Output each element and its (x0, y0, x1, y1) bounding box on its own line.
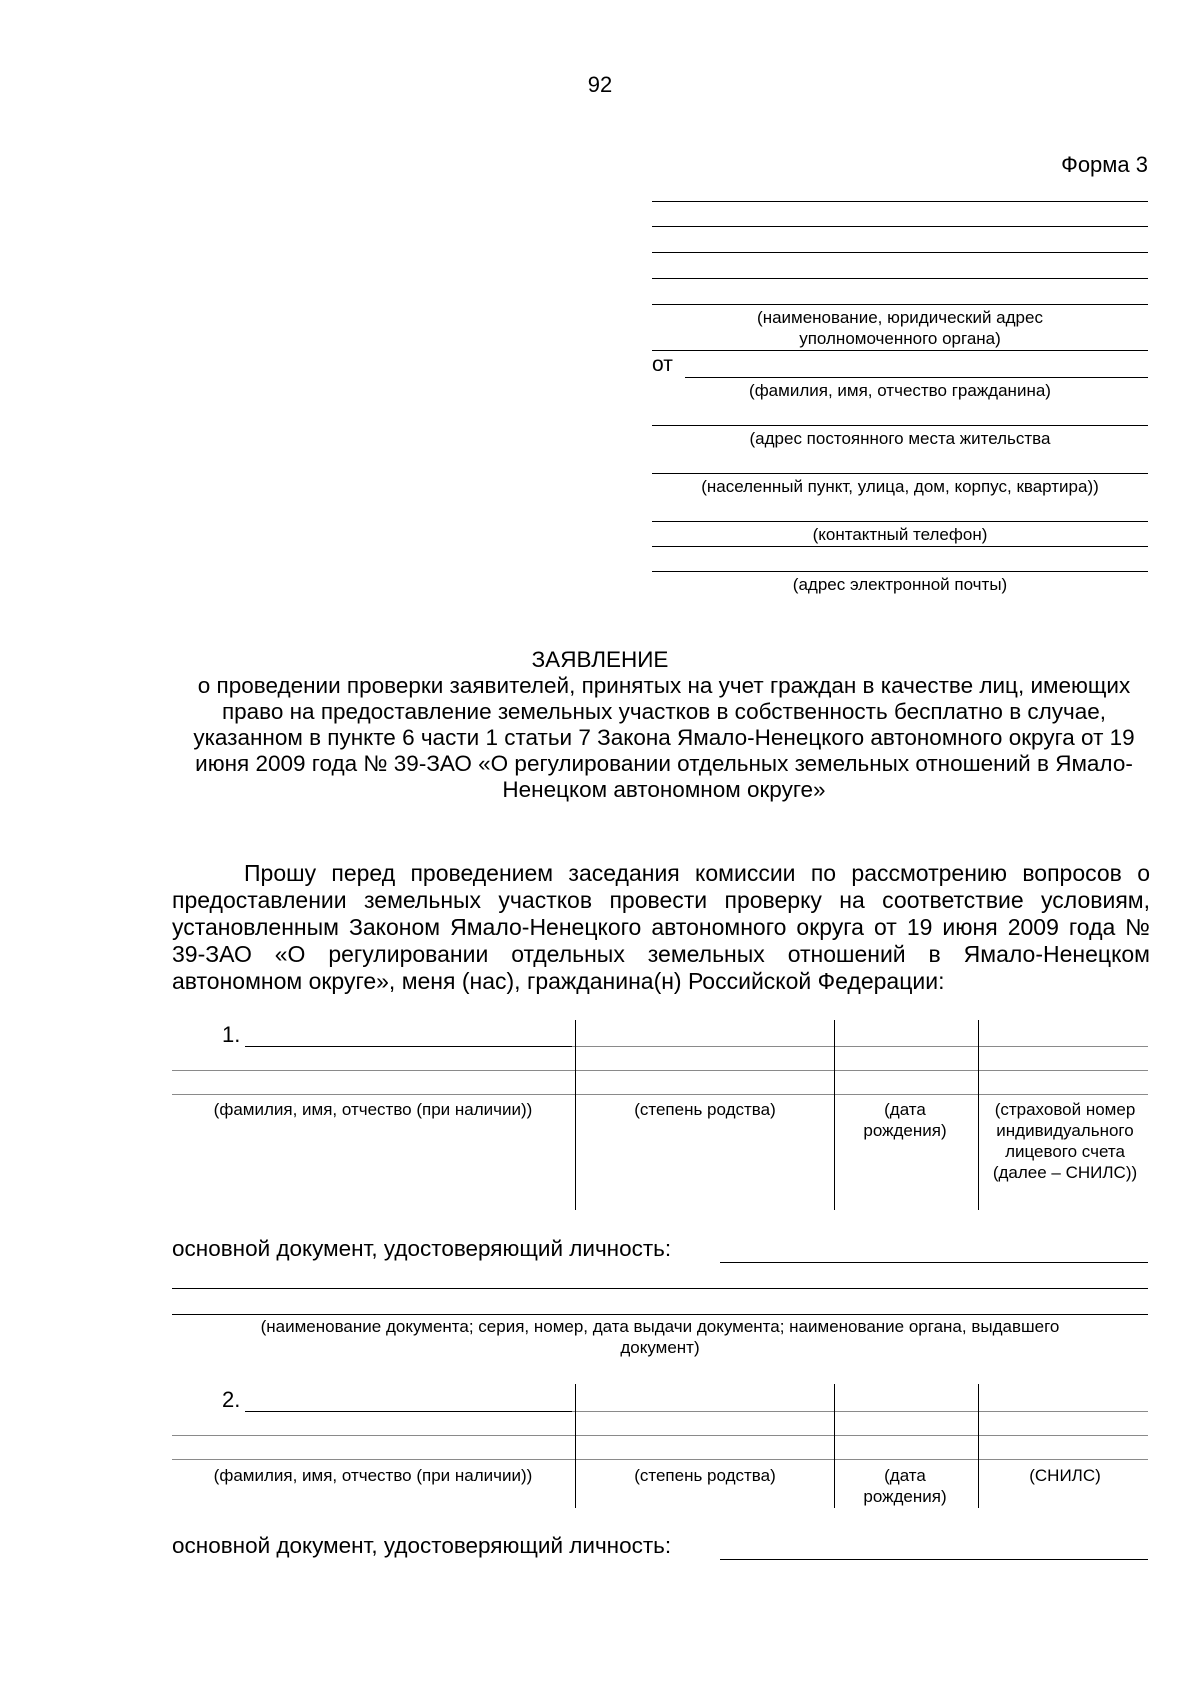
person-1-col-relation: (степень родства) (634, 1100, 776, 1119)
person-2-col-relation: (степень родства) (634, 1466, 776, 1485)
authority-line-3[interactable] (652, 252, 1148, 253)
page-number: 92 (587, 72, 613, 97)
address-detail-line[interactable] (652, 473, 1148, 474)
person-2-doc-label: основной документ, удостоверяющий личность: (172, 1533, 672, 1558)
authority-line-2[interactable] (652, 226, 1148, 227)
person-1-grid-line-1 (572, 1046, 1148, 1047)
person-1-col-name: (фамилия, имя, отчество (при наличии)) (213, 1100, 533, 1119)
person-1-grid-line-2 (172, 1070, 1148, 1071)
person-2-col-snils: (СНИЛС) (1029, 1466, 1101, 1485)
person-2-col-divider-2 (834, 1384, 835, 1508)
person-2-grid-line-1 (572, 1411, 1148, 1412)
authority-caption-line (652, 350, 1148, 351)
person-2-col-divider-3 (978, 1384, 979, 1508)
form-label: Форма 3 (1061, 152, 1148, 177)
name-caption: (фамилия, имя, отчество гражданина) (749, 381, 1051, 400)
person-1-doc-line-1[interactable] (720, 1262, 1148, 1263)
person-1-name-line[interactable] (245, 1046, 575, 1047)
person-2-col-name: (фамилия, имя, отчество (при наличии)) (213, 1466, 533, 1485)
document-heading: ЗАЯВЛЕНИЕ (531, 647, 669, 672)
person-1-number: 1. (222, 1022, 241, 1047)
email-caption: (адрес электронной почты) (792, 575, 1008, 594)
address-detail-caption: (населенный пункт, улица, дом, корпус, квартира)) (701, 477, 1099, 496)
phone-line[interactable] (652, 521, 1148, 522)
person-1-doc-line-2[interactable] (172, 1288, 1148, 1289)
person-1-grid-line-3 (172, 1094, 1148, 1095)
person-2-doc-line-1[interactable] (720, 1559, 1148, 1560)
person-1-col-divider-2 (834, 1020, 835, 1210)
document-subtitle: о проведении проверки заявителей, принятых на учет граждан в качестве лиц, имеющих право на предоставление земельных участков в собственность бесплатно в случае, указанном в пункте 6 части 1 статьи 7 Закона Ямало-Ненецкого автономного округа от 19 июня 2009 года № 39-ЗАО «О регулировании отдельных земельных отношений в Ямало-Ненецком автономном округе» (193, 673, 1135, 802)
phone-caption: (контактный телефон) (812, 525, 988, 544)
address-caption: (адрес постоянного места жительства (749, 429, 1051, 448)
person-1-doc-label: основной документ, удостоверяющий личность: (172, 1236, 672, 1261)
applicant-name-line[interactable] (685, 377, 1148, 378)
person-2-col-birth: (дата рождения) (863, 1466, 947, 1506)
email-line[interactable] (652, 571, 1148, 572)
person-1-doc-caption: (наименование документа; серия, номер, дата выдачи документа; наименование органа, выдавшего документ) (260, 1317, 1060, 1357)
authority-line-4[interactable] (652, 278, 1148, 279)
person-2-number: 2. (222, 1387, 241, 1412)
authority-caption: (наименование, юридический адрес уполномоченного органа) (757, 308, 1043, 348)
person-2-name-line[interactable] (245, 1411, 575, 1412)
person-1-col-divider-1 (575, 1020, 576, 1210)
person-2-grid-line-3 (172, 1459, 1148, 1460)
person-1-col-snils: (страховой номер индивидуального лицевого счета (далее – СНИЛС)) (992, 1100, 1138, 1182)
authority-line-5[interactable] (652, 304, 1148, 305)
person-1-col-birth: (дата рождения) (863, 1100, 947, 1140)
address-line[interactable] (652, 425, 1148, 426)
authority-line-1[interactable] (652, 201, 1148, 202)
person-1-doc-line-3[interactable] (172, 1314, 1148, 1315)
from-label: от (652, 353, 673, 376)
phone-caption-line (652, 546, 1148, 547)
person-2-col-divider-1 (575, 1384, 576, 1508)
person-1-col-divider-3 (978, 1020, 979, 1210)
person-2-grid-line-2 (172, 1435, 1148, 1436)
request-paragraph: Прошу перед проведением заседания комиссии по рассмотрению вопросов о предоставлении земельных участков провести проверку на соответствие условиям, установленным Законом Ямало-Ненецкого автономного округа от 19 июня 2009 года № 39-ЗАО «О регулировании отдельных земельных отношений в Ямало-Ненецком автономном округе», меня (нас), гражданина(н) Российской Федерации: (172, 860, 1150, 994)
